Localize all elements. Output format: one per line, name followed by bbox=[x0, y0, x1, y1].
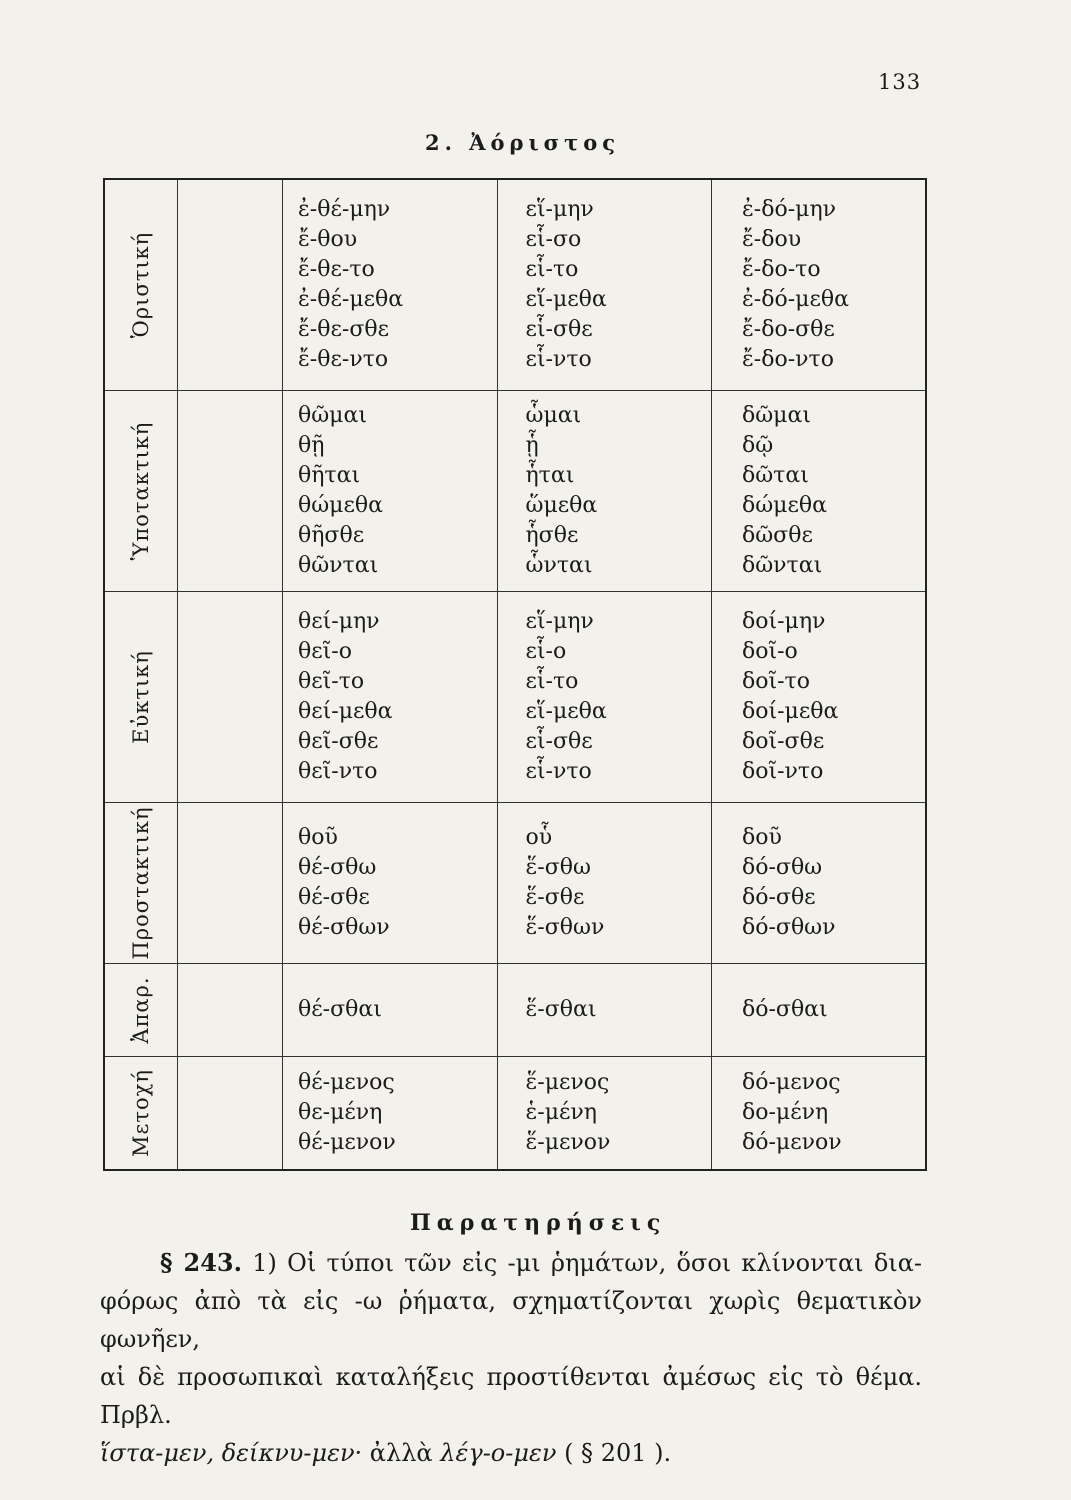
forms-cell bbox=[497, 391, 712, 592]
verb-form: εἵ-μεθα bbox=[525, 699, 607, 724]
verb-form: θεῖ-ντο bbox=[298, 759, 378, 784]
paragraph-line-3: αἱ δὲ προσωπικαὶ καταλήξεις προστίθενται ἀμέσως εἰς τὸ θέμα. Πρβλ. bbox=[100, 1363, 922, 1429]
verb-form: εἷ-ντο bbox=[525, 759, 592, 784]
verb-form: θέ-σθε bbox=[298, 885, 370, 910]
verb-form: θεῖ-σθε bbox=[298, 729, 379, 754]
verb-form: ἕ-μενος bbox=[525, 1070, 610, 1095]
verb-form: εἵ-μεθα bbox=[525, 287, 607, 312]
verb-form: ἔ-θε-το bbox=[298, 257, 375, 282]
mood-cell bbox=[104, 179, 178, 391]
verb-form: ἕ-σθω bbox=[525, 855, 591, 880]
blank-cell bbox=[178, 391, 283, 592]
verb-form: θώμεθα bbox=[298, 493, 383, 518]
mood-label: Προστακτική bbox=[129, 806, 153, 960]
verb-form: ἔ-δο-σθε bbox=[742, 317, 835, 342]
forms-cell bbox=[712, 964, 927, 1057]
verb-form: θεί-μεθα bbox=[298, 699, 393, 724]
paragraph-line-2: φόρως ἀπὸ τὰ εἰς -ω ῥήματα, σχηματίζονται χωρὶς θεματικὸν φωνῆεν, bbox=[100, 1287, 922, 1353]
table-row bbox=[104, 1057, 926, 1171]
mood-label: Ὑποτακτική bbox=[129, 421, 153, 561]
verb-form: θέ-σθων bbox=[298, 915, 390, 940]
blank-cell bbox=[178, 179, 283, 391]
mood-cell bbox=[104, 1057, 178, 1171]
verb-form: εἷ-ο bbox=[525, 639, 567, 664]
contrast-form: λέγ-ο-μεν bbox=[440, 1439, 557, 1467]
paragraph-connector: ἀλλὰ bbox=[362, 1439, 441, 1467]
example-forms: ἵστα-μεν, δείκνυ-μεν· bbox=[100, 1439, 363, 1467]
verb-form: εἷ-το bbox=[525, 669, 579, 694]
verb-form: θέ-σθαι bbox=[298, 997, 382, 1022]
forms-cell bbox=[283, 964, 498, 1057]
mood-label: Μετοχή bbox=[129, 1069, 153, 1157]
verb-form: ὥμεθα bbox=[525, 493, 598, 518]
forms-cell bbox=[497, 1057, 712, 1171]
verb-form: ἔ-θε-σθε bbox=[298, 317, 389, 342]
forms-cell bbox=[497, 592, 712, 803]
forms-cell bbox=[712, 391, 927, 592]
verb-form: θοῦ bbox=[298, 825, 338, 850]
verb-form: ἕ-σθων bbox=[525, 915, 605, 940]
verb-form: ἐ-θέ-μεθα bbox=[298, 287, 404, 312]
mood-cell bbox=[104, 391, 178, 592]
paragraph-line-1: 1) Οἱ τύποι τῶν εἰς -μι ῥημάτων, ὅσοι κλίνονται δια- bbox=[252, 1249, 923, 1277]
verb-form: δῶνται bbox=[742, 553, 823, 578]
verb-form: ἧσθε bbox=[525, 523, 579, 548]
verb-form: ἑ-μένη bbox=[525, 1100, 597, 1125]
verb-form: θε-μένη bbox=[298, 1100, 383, 1125]
verb-form: ἔ-δο-ντο bbox=[742, 347, 834, 372]
forms-cell bbox=[712, 803, 927, 964]
verb-form: δο-μένη bbox=[742, 1100, 829, 1125]
verb-form: ἕ-μενον bbox=[525, 1130, 611, 1155]
verb-form: δό-μενος bbox=[742, 1070, 841, 1095]
blank-cell bbox=[178, 803, 283, 964]
verb-form: ἐ-δό-μην bbox=[742, 197, 837, 222]
verb-form: δοῖ-ντο bbox=[742, 759, 824, 784]
forms-cell bbox=[712, 179, 927, 391]
verb-form: δοί-μεθα bbox=[742, 699, 839, 724]
forms-cell bbox=[283, 592, 498, 803]
verb-form: εἷ-το bbox=[525, 257, 579, 282]
forms-cell bbox=[712, 592, 927, 803]
verb-form: θέ-σθω bbox=[298, 855, 377, 880]
verb-form: θέ-μενον bbox=[298, 1130, 396, 1155]
verb-form: θῶμαι bbox=[298, 403, 367, 428]
verb-form: ἕ-σθαι bbox=[525, 997, 597, 1022]
verb-form: ἔ-θε-ντο bbox=[298, 347, 389, 372]
verb-form: δό-σθων bbox=[742, 915, 836, 940]
verb-form: θῶνται bbox=[298, 553, 379, 578]
mood-cell bbox=[104, 592, 178, 803]
table-row bbox=[104, 803, 926, 964]
verb-form: θεῖ-το bbox=[298, 669, 365, 694]
page-number: 133 bbox=[878, 70, 922, 94]
verb-form: ἐ-θέ-μην bbox=[298, 197, 391, 222]
verb-form: εἵ-μην bbox=[525, 197, 594, 222]
verb-form: ἔ-δου bbox=[742, 227, 802, 252]
mood-label: Εὐκτική bbox=[129, 650, 153, 744]
verb-form: δοῦ bbox=[742, 825, 782, 850]
blank-cell bbox=[178, 1057, 283, 1171]
verb-form: θῆται bbox=[298, 463, 361, 488]
mood-label: Ἀπαρ. bbox=[129, 976, 153, 1044]
verb-form: εἵ-μην bbox=[525, 609, 594, 634]
verb-form: δοῖ-σθε bbox=[742, 729, 825, 754]
forms-cell bbox=[283, 179, 498, 391]
cross-reference: ( § 201 ). bbox=[556, 1439, 672, 1467]
forms-cell bbox=[283, 803, 498, 964]
verb-form: ἐ-δό-μεθα bbox=[742, 287, 849, 312]
verb-form: δοί-μην bbox=[742, 609, 826, 634]
verb-form: δοῖ-ο bbox=[742, 639, 798, 664]
verb-form: εἷ-σο bbox=[525, 227, 582, 252]
table-row bbox=[104, 964, 926, 1057]
verb-form: θῆσθε bbox=[298, 523, 365, 548]
verb-form: ἔ-δο-το bbox=[742, 257, 821, 282]
verb-form: δῶσθε bbox=[742, 523, 813, 548]
verb-form: ἕ-σθε bbox=[525, 885, 585, 910]
forms-cell bbox=[497, 179, 712, 391]
observation-paragraph bbox=[100, 1244, 923, 1472]
verb-form: ᾗ bbox=[525, 433, 539, 458]
verb-form: εἷ-ντο bbox=[525, 347, 592, 372]
section-reference: § 243. bbox=[160, 1248, 242, 1277]
forms-cell bbox=[497, 964, 712, 1057]
table-row bbox=[104, 179, 926, 391]
forms-cell bbox=[283, 1057, 498, 1171]
forms-cell bbox=[497, 803, 712, 964]
verb-form: δό-μενον bbox=[742, 1130, 842, 1155]
blank-cell bbox=[178, 964, 283, 1057]
table-row bbox=[104, 592, 926, 803]
verb-form: θεῖ-ο bbox=[298, 639, 352, 664]
verb-form: δό-σθε bbox=[742, 885, 816, 910]
verb-form: θέ-μενος bbox=[298, 1070, 395, 1095]
verb-form: οὗ bbox=[525, 825, 553, 850]
mood-label: Ὁριστική bbox=[129, 231, 153, 339]
observations-title: Παρατηρήσεις bbox=[410, 1210, 667, 1236]
verb-form: θῇ bbox=[298, 433, 325, 458]
verb-form: εἷ-σθε bbox=[525, 317, 593, 342]
verb-form: ὧμαι bbox=[525, 403, 582, 428]
section-title: 2. Ἀόριστος bbox=[425, 130, 621, 155]
forms-cell bbox=[283, 391, 498, 592]
verb-form: ἔ-θου bbox=[298, 227, 358, 252]
verb-form: δῷ bbox=[742, 433, 774, 458]
verb-form: δῶμαι bbox=[742, 403, 811, 428]
verb-form: δῶται bbox=[742, 463, 809, 488]
verb-form: ὧνται bbox=[525, 553, 593, 578]
verb-form: δοῖ-το bbox=[742, 669, 810, 694]
mood-cell bbox=[104, 803, 178, 964]
verb-form: εἷ-σθε bbox=[525, 729, 593, 754]
mood-cell bbox=[104, 964, 178, 1057]
verb-form: ἧται bbox=[525, 463, 575, 488]
blank-cell bbox=[178, 592, 283, 803]
verb-form: δό-σθω bbox=[742, 855, 823, 880]
conjugation-table bbox=[103, 178, 927, 1171]
verb-form: δό-σθαι bbox=[742, 997, 828, 1022]
verb-form: θεί-μην bbox=[298, 609, 380, 634]
verb-form: δώμεθα bbox=[742, 493, 827, 518]
table-row bbox=[104, 391, 926, 592]
forms-cell bbox=[712, 1057, 927, 1171]
